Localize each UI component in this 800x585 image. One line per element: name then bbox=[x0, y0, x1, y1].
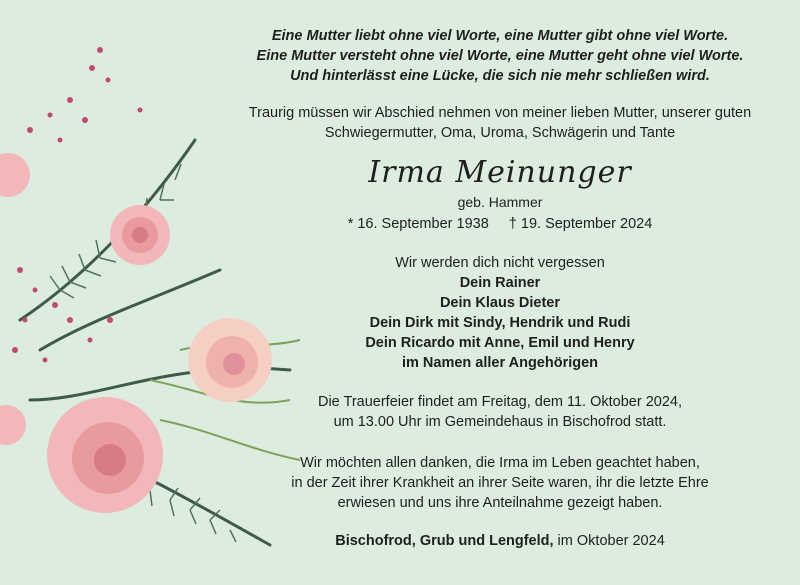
funeral-line: Die Trauerfeier findet am Freitag, dem 11. Oktober 2024, bbox=[317, 394, 683, 410]
poem bbox=[230, 26, 770, 86]
poem-line: Eine Mutter versteht ohne viel Worte, eine Mutter geht ohne viel Worte. bbox=[256, 48, 744, 64]
mourner-line: im Namen aller Angehörigen bbox=[401, 355, 599, 371]
mourner-line: Dein Ricardo mit Anne, Emil und Henry bbox=[365, 335, 635, 351]
announcement-intro bbox=[230, 103, 770, 143]
mourner-line: Dein Dirk mit Sindy, Hendrik und Rudi bbox=[369, 315, 631, 331]
thanks-line: in der Zeit ihrer Krankheit an ihrer Seite waren, ihr die letzte Ehre bbox=[291, 475, 709, 491]
deceased-name: Irma Meinunger bbox=[368, 155, 632, 190]
maiden-name: geb. Hammer bbox=[457, 194, 543, 210]
intro-line: Traurig müssen wir Abschied nehmen von meiner lieben Mutter, unserer guten bbox=[248, 105, 752, 121]
birth-date: * 16. September 1938 bbox=[347, 216, 489, 232]
death-date: † 19. September 2024 bbox=[508, 216, 653, 232]
thanks-line: Wir möchten allen danken, die Irma im Leben geachtet haben, bbox=[300, 455, 700, 471]
mourner-line: Dein Klaus Dieter bbox=[439, 295, 561, 311]
closing-places: Bischofrod, Grub und Lengfeld, bbox=[335, 533, 554, 549]
closing-line bbox=[230, 531, 770, 551]
poem-line: Eine Mutter liebt ohne viel Worte, eine Mutter gibt ohne viel Worte. bbox=[271, 28, 729, 44]
funeral-info bbox=[230, 392, 770, 432]
thanks-text bbox=[230, 453, 770, 513]
mourner-line: Dein Rainer bbox=[459, 275, 541, 291]
funeral-line: um 13.00 Uhr im Gemeindehaus in Bischofrod statt. bbox=[333, 414, 667, 430]
intro-line: Schwiegermutter, Oma, Uroma, Schwägerin und Tante bbox=[324, 125, 676, 141]
life-dates bbox=[230, 214, 770, 234]
poem-line: Und hinterlässt eine Lücke, die sich nie mehr schließen wird. bbox=[290, 68, 710, 84]
mourners-intro: Wir werden dich nicht vergessen bbox=[395, 255, 605, 271]
closing-date: im Oktober 2024 bbox=[553, 533, 665, 549]
thanks-line: erwiesen und uns ihre Anteilnahme gezeigt haben. bbox=[337, 495, 663, 511]
mourners-list bbox=[230, 253, 770, 373]
